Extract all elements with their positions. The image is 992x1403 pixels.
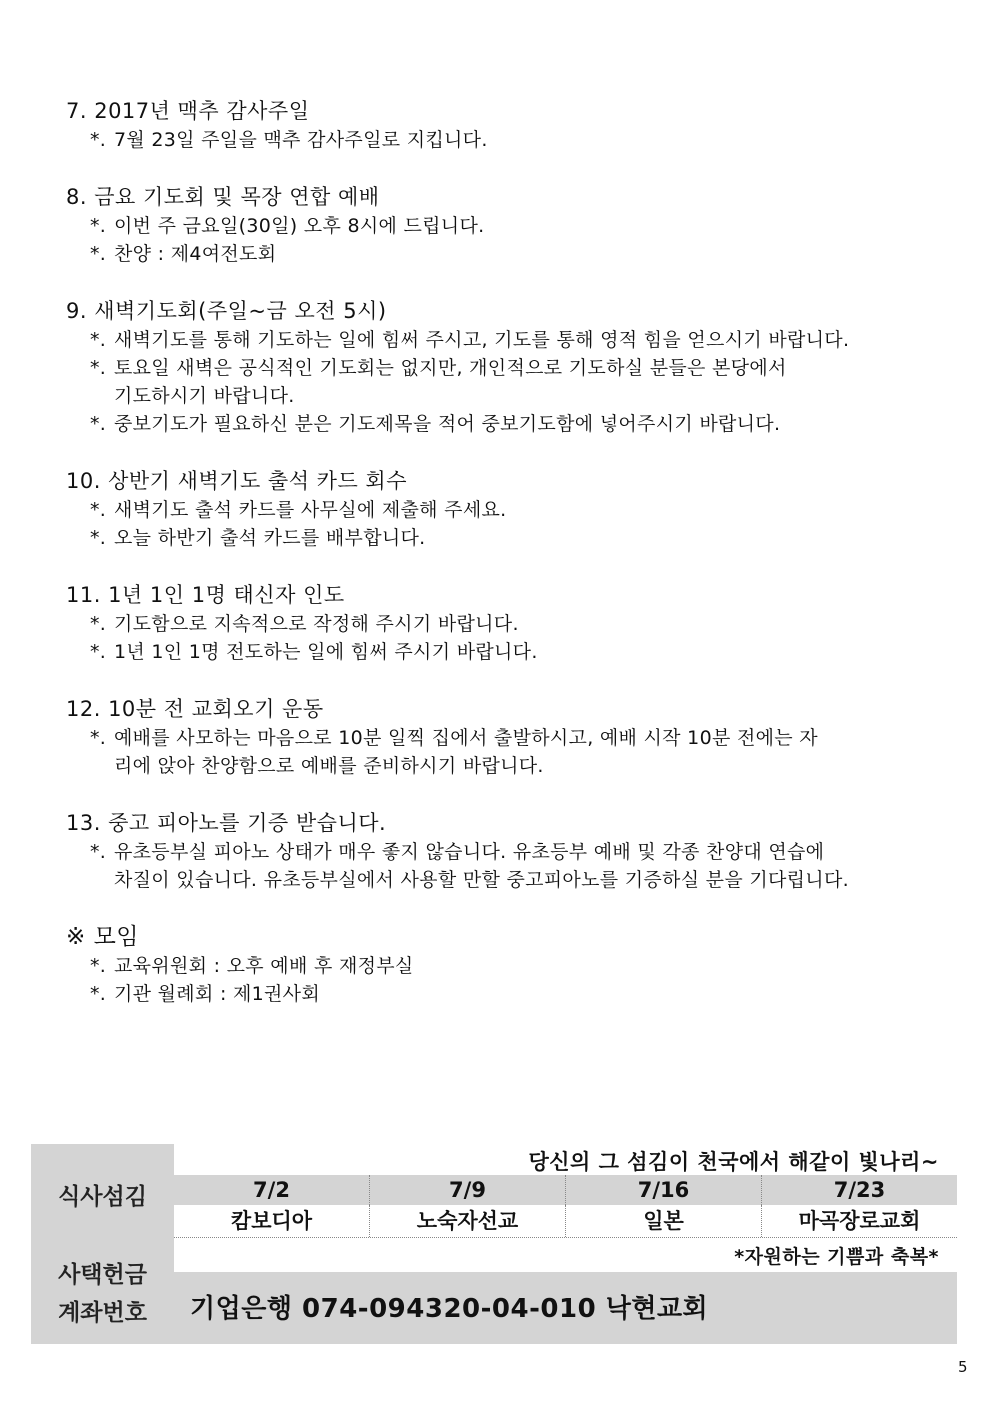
bullet-item bbox=[66, 724, 946, 780]
account-label: 계좌번호 bbox=[58, 1300, 147, 1326]
label-column bbox=[31, 1144, 174, 1344]
date-cell: 7/16 bbox=[565, 1175, 761, 1205]
bullet-mark: *. bbox=[90, 357, 107, 379]
announcement-section bbox=[66, 694, 946, 780]
place-cell: 마곡장로교회 bbox=[761, 1205, 957, 1237]
section-heading: 10. 상반기 새벽기도 출석 카드 회수 bbox=[66, 469, 407, 493]
bullet-mark: *. bbox=[90, 413, 107, 435]
item-line: 1년 1인 1명 전도하는 일에 힘써 주시기 바랍니다. bbox=[114, 641, 538, 663]
bullet-item bbox=[66, 240, 946, 268]
bullet-mark: *. bbox=[90, 641, 107, 663]
item-line: 교육위원회 : 오후 예배 후 재정부실 bbox=[114, 955, 414, 977]
offering-notice: *자원하는 기쁨과 축복* bbox=[734, 1246, 939, 1268]
bullet-mark: *. bbox=[90, 955, 107, 977]
item-line: 리에 앉아 찬양함으로 예배를 준비하시기 바랍니다. bbox=[114, 755, 544, 777]
section-heading: 9. 새벽기도회(주일~금 오전 5시) bbox=[66, 299, 387, 323]
item-text bbox=[114, 724, 946, 780]
item-text bbox=[114, 126, 946, 154]
item-line: 유초등부실 피아노 상태가 매우 좋지 않습니다. 유초등부 예배 및 각종 찬양대 연습에 bbox=[114, 841, 825, 863]
item-text bbox=[114, 610, 946, 638]
announcement-section bbox=[66, 296, 946, 438]
table-body bbox=[174, 1144, 957, 1344]
bullet-mark: *. bbox=[90, 841, 107, 863]
date-cell: 7/9 bbox=[369, 1175, 565, 1205]
service-table bbox=[31, 1144, 957, 1344]
item-line: 기관 월례회 : 제1권사회 bbox=[114, 983, 320, 1005]
section-heading: 13. 중고 피아노를 기증 받습니다. bbox=[66, 811, 387, 835]
offering-label: 사택헌금 bbox=[58, 1262, 147, 1288]
announcement-section bbox=[66, 922, 946, 1008]
bullet-item bbox=[66, 326, 946, 354]
bullet-item bbox=[66, 980, 946, 1008]
announcement-section bbox=[66, 580, 946, 666]
item-line: 7월 23일 주일을 맥추 감사주일로 지킵니다. bbox=[114, 129, 488, 151]
date-cell: 7/23 bbox=[761, 1175, 957, 1205]
announcement-section bbox=[66, 466, 946, 552]
item-text bbox=[114, 326, 946, 354]
item-text bbox=[114, 212, 946, 240]
bullet-item bbox=[66, 952, 946, 980]
place-cell: 노숙자선교 bbox=[369, 1205, 565, 1237]
announcement-section bbox=[66, 96, 946, 154]
item-text bbox=[114, 240, 946, 268]
item-line: 오늘 하반기 출석 카드를 배부합니다. bbox=[114, 527, 426, 549]
section-heading: 7. 2017년 맥추 감사주일 bbox=[66, 99, 310, 123]
bullet-item bbox=[66, 638, 946, 666]
item-line: 예배를 사모하는 마음으로 10분 일찍 집에서 출발하시고, 예배 시작 10분 전에는 자 bbox=[114, 727, 818, 749]
item-text bbox=[114, 524, 946, 552]
item-line: 찬양 : 제4여전도회 bbox=[114, 243, 277, 265]
announcement-section bbox=[66, 182, 946, 268]
item-line: 차질이 있습니다. 유초등부실에서 사용할 만할 중고피아노를 기증하실 분을 기다립니다. bbox=[114, 869, 849, 891]
slogan: 당신의 그 섬김이 천국에서 해같이 빛나리~ bbox=[528, 1150, 939, 1174]
place-cell: 캄보디아 bbox=[230, 1209, 313, 1233]
bullet-mark: *. bbox=[90, 215, 107, 237]
bullet-item bbox=[66, 126, 946, 154]
item-text bbox=[114, 838, 946, 894]
item-line: 새벽기도 출석 카드를 사무실에 제출해 주세요. bbox=[114, 499, 507, 521]
item-line: 기도하시기 바랍니다. bbox=[114, 385, 295, 407]
announcements bbox=[66, 96, 946, 1036]
meal-label: 식사섬김 bbox=[58, 1184, 147, 1210]
date-cell: 7/2 bbox=[253, 1178, 290, 1202]
page-number: 5 bbox=[958, 1358, 968, 1376]
item-text bbox=[114, 638, 946, 666]
account-row bbox=[174, 1272, 957, 1344]
bullet-item bbox=[66, 524, 946, 552]
bullet-item bbox=[66, 610, 946, 638]
bullet-item bbox=[66, 212, 946, 240]
bullet-item bbox=[66, 410, 946, 438]
item-text bbox=[114, 410, 946, 438]
item-line: 새벽기도를 통해 기도하는 일에 힘써 주시고, 기도를 통해 영적 힘을 얻으시기 바랍니다. bbox=[114, 329, 850, 351]
bullet-mark: *. bbox=[90, 243, 107, 265]
section-heading: 12. 10분 전 교회오기 운동 bbox=[66, 697, 324, 721]
item-line: 중보기도가 필요하신 분은 기도제목을 적어 중보기도함에 넣어주시기 바랍니다. bbox=[114, 413, 781, 435]
item-text bbox=[114, 980, 946, 1008]
place-row bbox=[174, 1205, 957, 1238]
account-number: 기업은행 074-094320-04-010 낙현교회 bbox=[190, 1294, 709, 1324]
bullet-mark: *. bbox=[90, 727, 107, 749]
bullet-mark: *. bbox=[90, 129, 107, 151]
bullet-mark: *. bbox=[90, 329, 107, 351]
item-text bbox=[114, 354, 946, 410]
place-cell: 일본 bbox=[565, 1205, 761, 1237]
bullet-mark: *. bbox=[90, 499, 107, 521]
bullet-mark: *. bbox=[90, 983, 107, 1005]
bullet-mark: *. bbox=[90, 527, 107, 549]
bullet-item bbox=[66, 496, 946, 524]
date-row bbox=[174, 1175, 957, 1205]
item-line: 이번 주 금요일(30일) 오후 8시에 드립니다. bbox=[114, 215, 485, 237]
item-line: 기도함으로 지속적으로 작정해 주시기 바랍니다. bbox=[114, 613, 519, 635]
bullet-item bbox=[66, 354, 946, 410]
bullet-mark: *. bbox=[90, 613, 107, 635]
bullet-item bbox=[66, 838, 946, 894]
item-text bbox=[114, 952, 946, 980]
item-text bbox=[114, 496, 946, 524]
item-line: 토요일 새벽은 공식적인 기도회는 없지만, 개인적으로 기도하실 분들은 본당에서 bbox=[114, 357, 787, 379]
section-heading: 11. 1년 1인 1명 태신자 인도 bbox=[66, 583, 345, 607]
section-heading: ※ 모임 bbox=[66, 924, 140, 950]
section-heading: 8. 금요 기도회 및 목장 연합 예배 bbox=[66, 185, 380, 209]
announcement-section bbox=[66, 808, 946, 894]
